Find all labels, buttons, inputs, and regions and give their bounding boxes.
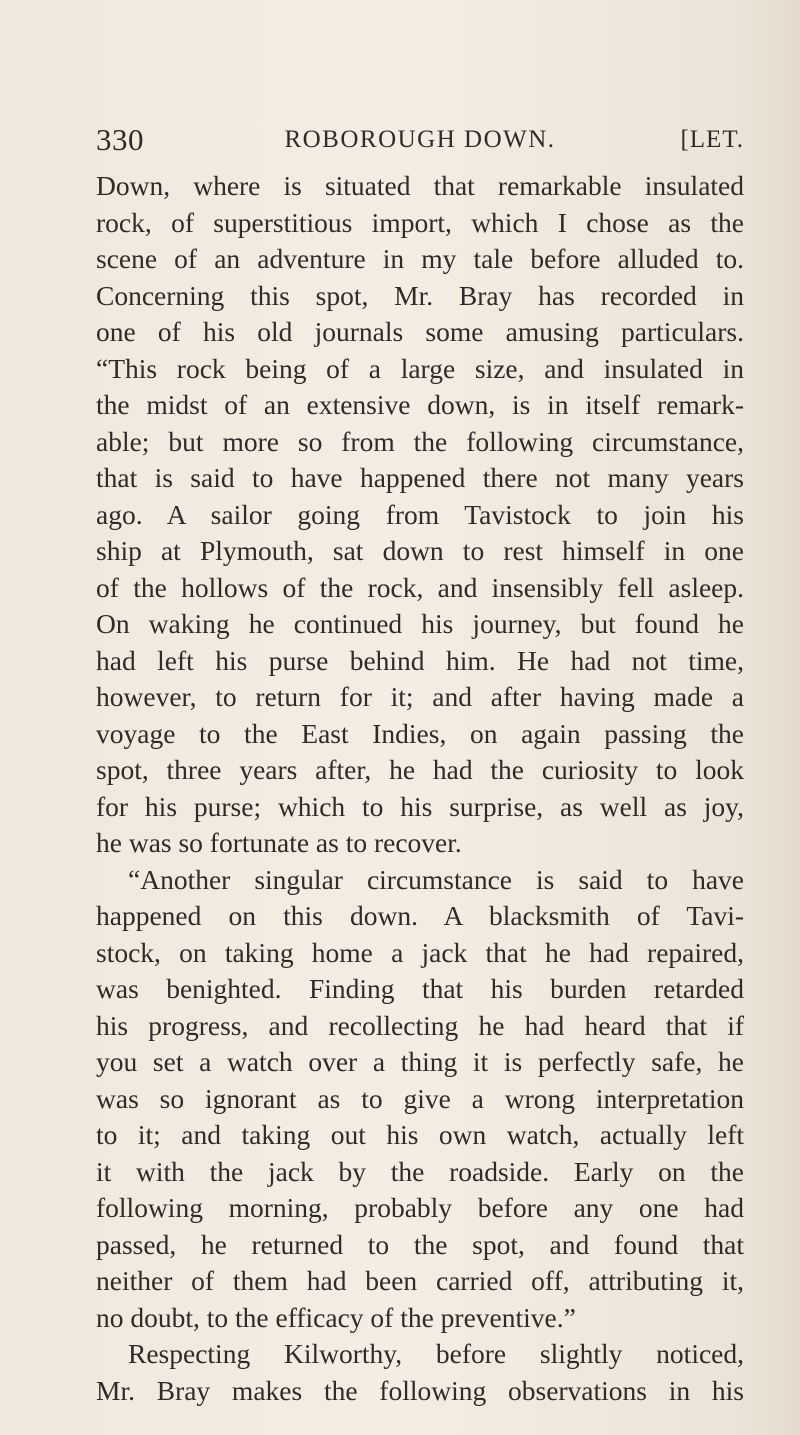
section-mark: [LET. bbox=[680, 126, 744, 153]
text-line: Concerning this spot, Mr. Bray has recorded in bbox=[96, 279, 744, 311]
text-line: the midst of an extensive down, is in itself remark- bbox=[96, 389, 744, 420]
running-title: ROBOROUGH DOWN. bbox=[284, 126, 556, 153]
text-line: “This rock being of a large size, and insulated in bbox=[96, 352, 744, 384]
text-line: however, to return for it; and after having made a bbox=[96, 681, 744, 712]
text-line: Mr. Bray makes the following observations in his bbox=[96, 1374, 744, 1406]
text-line: able; but more so from the following circumstance, bbox=[96, 425, 744, 457]
page-number: 330 bbox=[96, 122, 144, 157]
text-line: one of his old journals some amusing particulars. bbox=[96, 316, 744, 347]
text-line: ship at Plymouth, sat down to rest himself in one bbox=[96, 535, 744, 566]
text-line: voyage to the East Indies, on again passing the bbox=[96, 717, 744, 749]
text-line: ago. A sailor going from Tavistock to join his bbox=[96, 498, 744, 530]
page-header bbox=[96, 122, 744, 162]
body-text bbox=[96, 168, 744, 1409]
text-line: On waking he continued his journey, but found he bbox=[96, 608, 744, 639]
text-line: he was so fortunate as to recover. bbox=[96, 827, 462, 858]
text-line: Respecting Kilworthy, before slightly noticed, bbox=[128, 1338, 744, 1369]
text-line: neither of them had been carried off, attributing it, bbox=[96, 1265, 744, 1296]
text-line: happened on this down. A blacksmith of Tavi- bbox=[96, 900, 744, 931]
text-line: no doubt, to the efficacy of the preventive.” bbox=[96, 1301, 576, 1333]
text-line: you set a watch over a thing it is perfectly safe, he bbox=[96, 1046, 744, 1077]
text-line: passed, he returned to the spot, and found that bbox=[96, 1228, 744, 1260]
text-line: for his purse; which to his surprise, as well as joy, bbox=[96, 790, 744, 822]
text-line: Down, where is situated that remarkable insulated bbox=[96, 170, 744, 201]
text-line: had left his purse behind him. He had not time, bbox=[96, 644, 744, 676]
text-line: it with the jack by the roadside. Early on the bbox=[96, 1155, 744, 1187]
text-line: was benighted. Finding that his burden retarded bbox=[96, 973, 744, 1004]
text-line: stock, on taking home a jack that he had repaired, bbox=[96, 936, 744, 968]
text-line: scene of an adventure in my tale before alluded to. bbox=[96, 243, 744, 274]
text-line: of the hollows of the rock, and insensibly fell asleep. bbox=[96, 571, 744, 603]
text-line: to it; and taking out his own watch, actually left bbox=[96, 1119, 744, 1150]
text-line: his progress, and recollecting he had heard that if bbox=[96, 1009, 744, 1041]
text-line: spot, three years after, he had the curiosity to look bbox=[96, 754, 744, 785]
text-line: that is said to have happened there not many years bbox=[96, 462, 744, 493]
text-line: following morning, probably before any one had bbox=[96, 1192, 744, 1223]
text-line: “Another singular circumstance is said to have bbox=[128, 863, 744, 895]
text-line: rock, of superstitious import, which I chose as the bbox=[96, 206, 744, 238]
text-line: was so ignorant as to give a wrong interpretation bbox=[96, 1082, 744, 1114]
